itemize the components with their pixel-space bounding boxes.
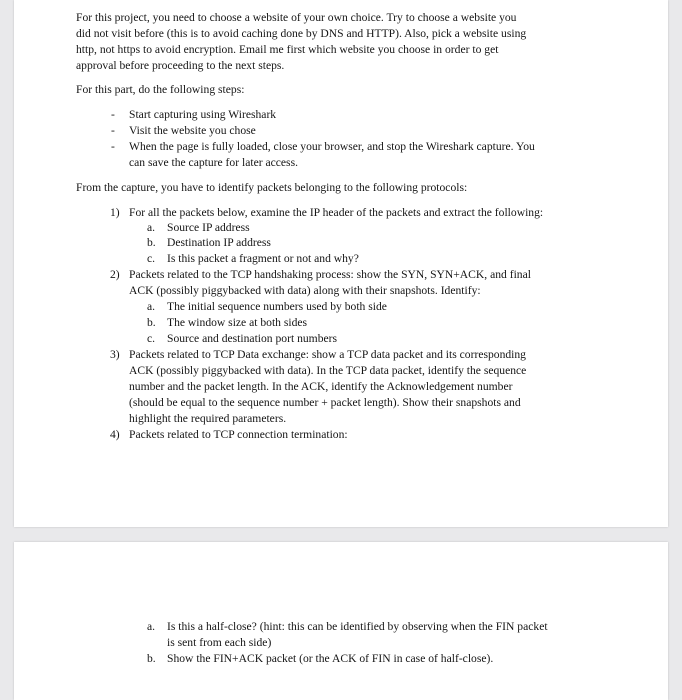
sub-letter: a. (147, 620, 156, 633)
intro-line: For this project, you need to choose a website of your own choice. Try to choose a website you (76, 11, 517, 24)
sub-letter: b. (147, 316, 156, 329)
sub-letter: a. (147, 300, 156, 313)
item-text: ACK (possibly piggybacked with data). In the TCP data packet, identify the sequence (129, 364, 527, 377)
sub-item: The initial sequence numbers used by both side (167, 300, 387, 313)
item-text: (should be equal to the sequence number + packet length). Show their snapshots and (129, 396, 521, 409)
step-item-continued: can save the capture for later access. (129, 156, 298, 169)
sub-item: Show the FIN+ACK packet (or the ACK of FIN in case of half-close). (167, 652, 494, 665)
item-text: ACK (possibly piggybacked with data) along with their snapshots. Identify: (129, 284, 481, 297)
item-text: Packets related to TCP connection termination: (129, 428, 348, 441)
item-text: Packets related to the TCP handshaking process: show the SYN, SYN+ACK, and final (129, 268, 531, 281)
intro-line: did not visit before (this is to avoid caching done by DNS and HTTP). Also, pick a website using (76, 27, 527, 40)
sub-letter: b. (147, 236, 156, 249)
sub-item: Source and destination port numbers (167, 332, 338, 345)
sub-item: Is this packet a fragment or not and why? (167, 252, 359, 265)
sub-letter: c. (147, 332, 156, 345)
intro-line: http, not https to avoid encryption. Email me first which website you choose in order to get (76, 43, 499, 56)
step-bullet: - (111, 124, 115, 137)
intro-line: approval before proceeding to the next steps. (76, 59, 285, 72)
item-number: 4) (110, 428, 120, 441)
item-number: 2) (110, 268, 120, 281)
step-item: Visit the website you chose (129, 124, 256, 137)
item-number: 3) (110, 348, 120, 361)
step-bullet: - (111, 108, 115, 121)
step-bullet: - (111, 140, 115, 153)
sub-letter: b. (147, 652, 156, 665)
part-heading: For this part, do the following steps: (76, 83, 245, 96)
sub-letter: c. (147, 252, 156, 265)
item-text: For all the packets below, examine the IP header of the packets and extract the following: (129, 206, 544, 219)
step-item: Start capturing using Wireshark (129, 108, 277, 121)
sub-item: Destination IP address (167, 236, 271, 249)
item-text: number and the packet length. In the ACK, identify the Acknowledgement number (129, 380, 513, 393)
step-item: When the page is fully loaded, close your browser, and stop the Wireshark capture. You (129, 140, 535, 153)
sub-letter: a. (147, 221, 156, 234)
capture-heading: From the capture, you have to identify packets belonging to the following protocols: (76, 181, 468, 194)
item-text: Packets related to TCP Data exchange: show a TCP data packet and its corresponding (129, 348, 526, 361)
item-number: 1) (110, 206, 120, 219)
sub-item: Is this a half-close? (hint: this can be identified by observing when the FIN packet (167, 620, 548, 633)
sub-item-continued: is sent from each side) (167, 636, 272, 649)
sub-item: Source IP address (167, 221, 250, 234)
sub-item: The window size at both sides (167, 316, 308, 329)
item-text: highlight the required parameters. (129, 412, 287, 425)
